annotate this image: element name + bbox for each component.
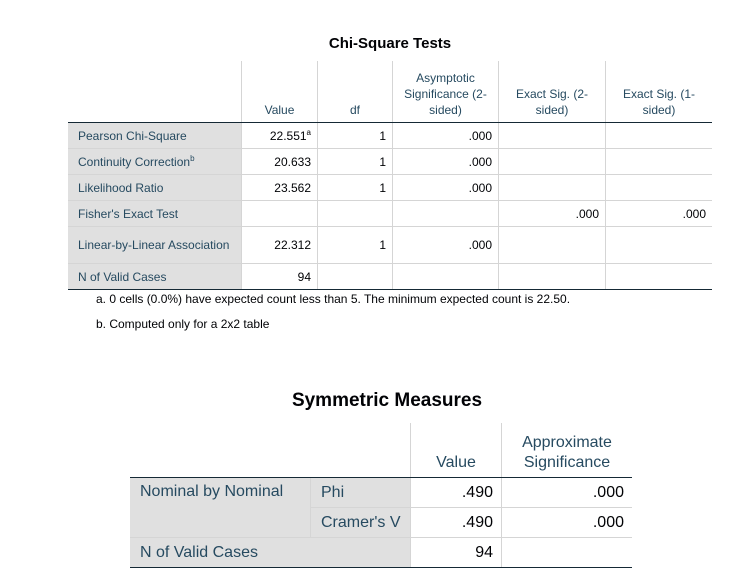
value-cell: 94 — [242, 264, 318, 290]
exact-sig-1-cell — [606, 227, 713, 264]
value-cell: 23.562 — [242, 175, 318, 201]
exact-sig-1-cell — [606, 123, 713, 149]
exact-sig-2-cell — [499, 264, 606, 290]
table-row — [68, 227, 712, 264]
df-cell — [318, 264, 393, 290]
chi-square-header-row — [68, 61, 712, 123]
exact-sig-2-cell — [499, 149, 606, 175]
row-label: N of Valid Cases — [68, 264, 242, 290]
row-label: Fisher's Exact Test — [68, 201, 242, 227]
footnote-marker: b — [190, 153, 195, 163]
exact-sig-2-cell: .000 — [499, 201, 606, 227]
exact-sig-2-cell — [499, 175, 606, 201]
measure-label: Cramer's V — [311, 508, 411, 538]
df-cell: 1 — [318, 175, 393, 201]
footnote-b: b. Computed only for a 2x2 table — [96, 317, 270, 331]
group-label: Nominal by Nominal — [130, 478, 311, 538]
df-cell: 1 — [318, 123, 393, 149]
value-cell — [242, 201, 318, 227]
df-cell: 1 — [318, 149, 393, 175]
sig-cell: .000 — [502, 478, 633, 508]
col-header-df: df — [318, 61, 393, 123]
exact-sig-1-cell — [606, 149, 713, 175]
corner-cell — [130, 423, 411, 478]
value-cell: 94 — [411, 538, 502, 568]
col-header-value: Value — [411, 423, 502, 478]
table-row — [130, 538, 632, 568]
row-label: Likelihood Ratio — [68, 175, 242, 201]
table-row — [68, 264, 712, 290]
corner-cell — [68, 61, 242, 123]
col-header-asymptotic-significance: Asymptotic Significance (2-sided) — [393, 61, 499, 123]
asym-sig-cell — [393, 201, 499, 227]
footnote-a: a. 0 cells (0.0%) have expected count less than 5. The minimum expected count is 22.50. — [96, 292, 571, 306]
table-row — [130, 478, 632, 508]
asym-sig-cell: .000 — [393, 149, 499, 175]
row-label: Pearson Chi-Square — [68, 123, 242, 149]
df-cell — [318, 201, 393, 227]
col-header-exact-sig-1-sided: Exact Sig. (1-sided) — [606, 61, 713, 123]
table-row — [68, 149, 712, 175]
row-label: Linear-by-Linear Association — [68, 227, 242, 264]
chi-square-table — [68, 61, 712, 290]
col-header-exact-sig-2-sided: Exact Sig. (2-sided) — [499, 61, 606, 123]
footnote-marker: a — [306, 127, 311, 137]
symmetric-measures-table — [130, 423, 632, 568]
symmetric-measures-title: Symmetric Measures — [291, 390, 483, 411]
table-row — [68, 123, 712, 149]
row-label: Continuity Correction$^b$ — [68, 149, 242, 175]
exact-sig-1-cell: .000 — [606, 201, 713, 227]
value-cell: 22.312 — [242, 227, 318, 264]
value-cell: .490 — [411, 508, 502, 538]
chi-square-title: Chi-Square Tests — [328, 35, 452, 52]
col-header-approximate-significance: Approximate Significance — [502, 423, 633, 478]
exact-sig-2-cell — [499, 123, 606, 149]
table-row — [68, 201, 712, 227]
value-cell: 20.633 — [242, 149, 318, 175]
sig-cell: .000 — [502, 508, 633, 538]
asym-sig-cell: .000 — [393, 175, 499, 201]
value-cell: 22.551$^a$ — [242, 123, 318, 149]
symmetric-header-row — [130, 423, 632, 478]
table-row — [68, 175, 712, 201]
sig-cell — [502, 538, 633, 568]
asym-sig-cell: .000 — [393, 227, 499, 264]
exact-sig-2-cell — [499, 227, 606, 264]
exact-sig-1-cell — [606, 264, 713, 290]
exact-sig-1-cell — [606, 175, 713, 201]
n-valid-cases-label: N of Valid Cases — [130, 538, 411, 568]
col-header-value: Value — [242, 61, 318, 123]
value-cell: .490 — [411, 478, 502, 508]
asym-sig-cell: .000 — [393, 123, 499, 149]
asym-sig-cell — [393, 264, 499, 290]
measure-label: Phi — [311, 478, 411, 508]
df-cell: 1 — [318, 227, 393, 264]
